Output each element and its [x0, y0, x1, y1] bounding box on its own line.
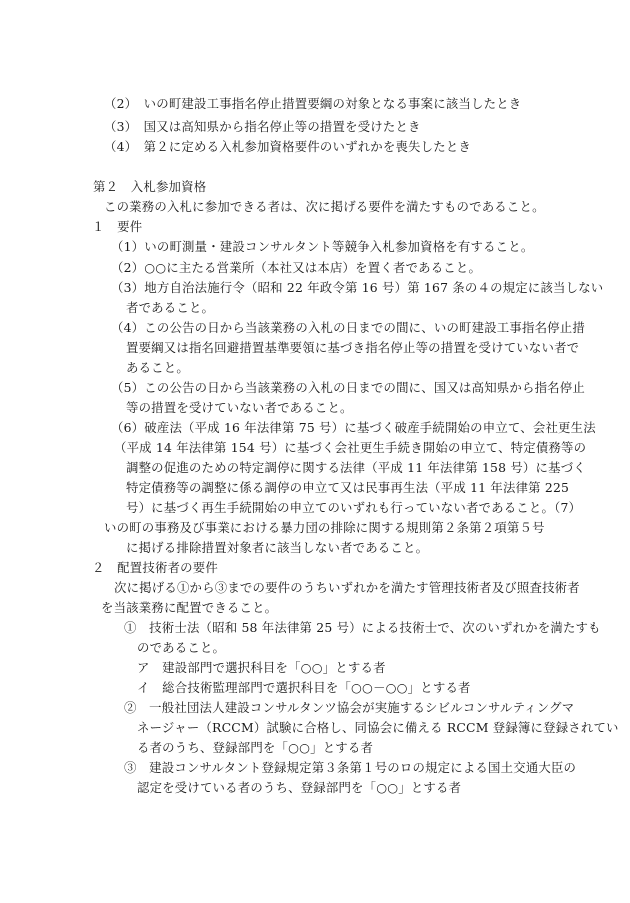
doc-line: あること。 [126, 360, 189, 375]
doc-line: イ 総合技術監理部門で選択科目を「○○－○○」とする者 [137, 680, 471, 695]
doc-line: （4） 第２に定める入札参加資格要件のいずれかを喪失したとき [104, 139, 472, 154]
section-heading: 第２ 入札参加資格 [93, 179, 207, 194]
doc-line: る者のうち、登録部門を「○○」とする者 [137, 740, 374, 755]
doc-line: （4）この公告の日から当該業務の入札の日までの間に、いの町建設工事指名停止措 [111, 320, 585, 335]
doc-line: を当該業務に配置できること。 [101, 600, 278, 615]
doc-line: 号）に基づく再生手続開始の申立てのいずれも行っていない者であること。（7） [126, 500, 582, 515]
doc-line: （5）この公告の日から当該業務の入札の日までの間に、国又は高知県から指名停止 [111, 380, 585, 395]
doc-line: （3）地方自治法施行令（昭和 22 年政令第 16 号）第 167 条の４の規定に該当しない [111, 280, 604, 295]
doc-line: ① 技術士法（昭和 58 年法律第 25 号）による技術士で、次のいずれかを満たすも [124, 620, 601, 635]
doc-line: （2） いの町建設工事指名停止措置要綱の対象となる事案に該当したとき [104, 96, 522, 111]
doc-line: ア 建設部門で選択科目を「○○」とする者 [137, 660, 386, 675]
doc-line: 特定債務等の調整に係る調停の申立て又は民事再生法（平成 11 年法律第 225 [126, 480, 570, 495]
doc-line: のであること。 [137, 640, 226, 655]
doc-line: （2）○○に主たる営業所（本社又は本店）を置く者であること。 [111, 260, 482, 275]
doc-line: 調整の促進のための特定調停に関する法律（平成 11 年法律第 158 号）に基づく [126, 460, 586, 475]
doc-line: に掲げる排除措置対象者に該当しない者であること。 [126, 540, 429, 555]
doc-line: 者であること。 [126, 300, 215, 315]
doc-line: この業務の入札に参加できる者は、次に掲げる要件を満たすものであること。 [104, 199, 545, 214]
doc-line: 等の措置を受けていない者であること。 [126, 400, 353, 415]
doc-line: 認定を受けている者のうち、登録部門を「○○」とする者 [137, 780, 462, 795]
doc-line: 置要綱又は指名回避措置基準要領に基づき指名停止等の措置を受けていない者で [126, 340, 580, 355]
doc-line: ネージャー（RCCM）試験に合格し、同協会に備える RCCM 登録簿に登録されてい [137, 720, 619, 735]
subsection-heading: １ 要件 [92, 219, 143, 234]
doc-line: 次に掲げる①から③までの要件のうちいずれかを満たす管理技術者及び照査技術者 [114, 580, 580, 595]
doc-line: （平成 14 年法律第 154 号）に基づく会社更生手続き開始の申立て、特定債務等の [114, 440, 587, 455]
doc-line: ③ 建設コンサルタント登録規定第３条第１号のロの規定による国土交通大臣の [124, 760, 577, 775]
doc-line: （1）いの町測量・建設コンサルタント等競争入札参加資格を有すること。 [111, 239, 534, 254]
doc-line: （6）破産法（平成 16 年法律第 75 号）に基づく破産手続開始の申立て、会社更生法 [111, 420, 596, 435]
subsection-heading: ２ 配置技術者の要件 [92, 560, 218, 575]
doc-line: ② 一般社団法人建設コンサルタンツ協会が実施するシビルコンサルティングマ [124, 700, 575, 715]
doc-line: （3） 国又は高知県から指名停止等の措置を受けたとき [104, 119, 421, 134]
doc-line: いの町の事務及び事業における暴力団の排除に関する規則第２条第２項第５号 [104, 520, 545, 535]
